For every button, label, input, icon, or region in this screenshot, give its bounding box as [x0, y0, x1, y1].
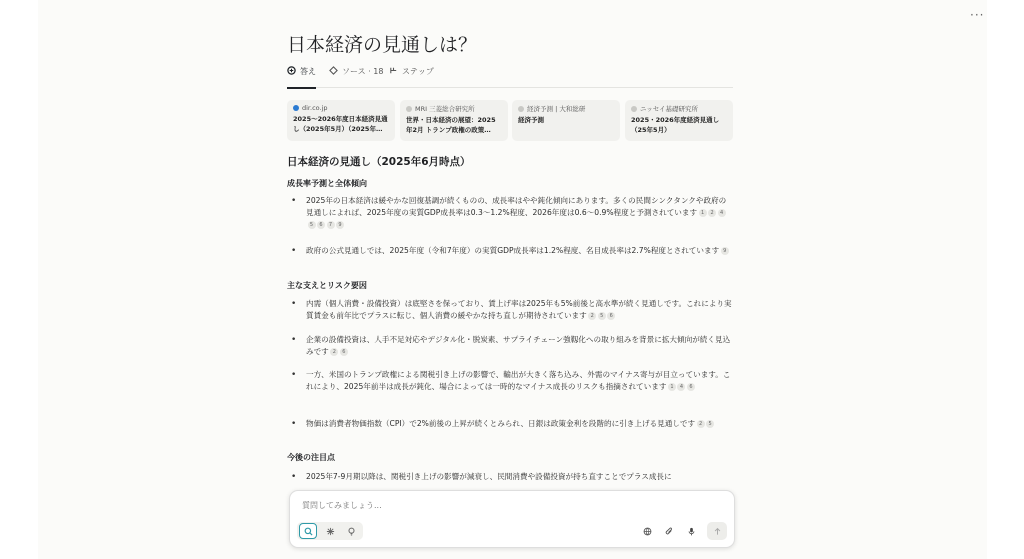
research-mode-button[interactable]	[321, 523, 339, 539]
source-site: dir.co.jp	[302, 104, 328, 112]
citation-chip[interactable]: 7	[327, 221, 335, 229]
citation-chip[interactable]: 5	[308, 221, 316, 229]
site-favicon-icon	[518, 106, 524, 112]
list-item: • 一方、米国のトランプ政権による関税引き上げの影響で、輸出が大きく落ち込み、外需のマイナス寄与が目立っています。これにより、2025年前半は成長が鈍化、場合によっては一時的なマイナス成長のリスクも指摘されています 1 4 6	[287, 369, 733, 393]
source-site: ニッセイ基礎研究所	[640, 105, 699, 113]
mode-selector	[297, 522, 363, 540]
steps-icon	[389, 66, 398, 75]
research-icon	[326, 527, 335, 536]
list-item: • 2025年7-9月期以降は、関税引き上げの影響が減衰し、民間消費や設備投資が持ち直すことでプラス成長に	[287, 471, 733, 483]
tab-sources[interactable]	[329, 66, 383, 88]
citation-chip[interactable]: 4	[677, 383, 685, 391]
site-favicon-icon	[406, 106, 412, 112]
source-cards	[287, 100, 733, 141]
more-options-button[interactable]: ···	[970, 8, 985, 22]
source-card[interactable]	[400, 100, 508, 141]
citation-chip[interactable]: 5	[706, 420, 714, 428]
labs-mode-button[interactable]	[342, 523, 360, 539]
list-item: • 企業の設備投資は、人手不足対応やデジタル化・脱炭素、サプライチェーン強靱化への取り組みを背景に拡大傾向が続く見込みです 2 6	[287, 334, 733, 358]
source-title: 経済予測	[518, 116, 544, 124]
citation-chip[interactable]: 2	[708, 209, 716, 217]
citation-chip[interactable]: 6	[317, 221, 325, 229]
source-site: 経済予測 | 大和総研	[527, 105, 586, 113]
source-title: 世界・日本経済の展望：2025年2月 トランプ政権の政策…	[406, 116, 496, 134]
citation-chip[interactable]: 2	[588, 312, 596, 320]
citation-chip[interactable]: 2	[697, 420, 705, 428]
citation-chip[interactable]: 6	[687, 383, 695, 391]
section-heading: 主な支えとリスク要因	[287, 281, 367, 290]
search-mode-button[interactable]	[299, 523, 317, 539]
attach-button[interactable]	[661, 523, 677, 539]
source-card[interactable]	[625, 100, 733, 141]
answer-heading: 日本経済の見通し（2025年6月時点）	[287, 156, 471, 168]
answer-icon	[287, 66, 296, 75]
citation-chip[interactable]: 5	[598, 312, 606, 320]
citation-chip[interactable]: 6	[340, 348, 348, 356]
tab-bar	[287, 66, 733, 88]
citation-chip[interactable]: 9	[721, 247, 729, 255]
tab-steps[interactable]	[389, 66, 434, 88]
sources-icon	[329, 66, 338, 75]
citation-chip[interactable]: 2	[330, 348, 338, 356]
tab-sources-label: ソース · 18	[342, 67, 384, 76]
source-site: MRI 三菱総合研究所	[415, 105, 475, 113]
tab-answer-label: 答え	[300, 67, 316, 76]
list-item: • 2025年の日本経済は緩やかな回復基調が続くものの、成長率はやや鈍化傾向にあります。多くの民間シンクタンクや政府の見通しによれば、2025年度の実質GDP成長率は0.3〜1.2%程度、2026年度は0.6〜0.9%程度と予測されています 1 2 45 6 7 9	[287, 195, 733, 232]
citation-chip[interactable]: 9	[336, 221, 344, 229]
search-icon	[304, 527, 313, 536]
lightbulb-icon	[347, 527, 356, 536]
paperclip-icon	[665, 527, 674, 536]
globe-icon	[643, 527, 652, 536]
citation-chip[interactable]: 4	[718, 209, 726, 217]
list-item: • 内需（個人消費・設備投資）は底堅さを保っており、賃上げ率は2025年も5%前後と高水準が続く見通しです。これにより実質賃金も前年比でプラスに転じ、個人消費の緩やかな持ち直しが期待されています 2 5 6	[287, 298, 733, 322]
citation-chip[interactable]: 1	[668, 383, 676, 391]
source-card[interactable]	[512, 100, 620, 141]
list-item: • 物価は消費者物価指数（CPI）で2%前後の上昇が続くとみられ、日銀は政策金利を段階的に引き上げる見通しです 2 5	[287, 418, 733, 430]
tab-steps-label: ステップ	[402, 67, 434, 76]
source-title: 2025〜2026年度日本経済見通し（2025年5月）（2025年…	[293, 115, 388, 133]
voice-button[interactable]	[683, 523, 699, 539]
arrow-up-icon	[713, 527, 722, 536]
microphone-icon	[687, 527, 696, 536]
site-favicon-icon	[293, 105, 299, 111]
globe-button[interactable]	[639, 523, 655, 539]
citation-chip[interactable]: 1	[699, 209, 707, 217]
query-input-box	[289, 490, 735, 548]
source-card[interactable]	[287, 100, 395, 141]
tab-answer[interactable]	[287, 66, 316, 89]
site-favicon-icon	[631, 106, 637, 112]
section-heading: 成長率予測と全体傾向	[287, 179, 367, 188]
submit-button[interactable]	[707, 522, 727, 540]
query-input[interactable]: 質問してみましょう...	[302, 501, 382, 510]
source-title: 2025・2026年度経済見通し（25年5月）	[631, 116, 720, 134]
list-item: • 政府の公式見通しでは、2025年度（令和7年度）の実質GDP成長率は1.2%程度、名目成長率は2.7%程度とされています 9	[287, 245, 733, 257]
page-title: 日本経済の見通しは？	[287, 34, 478, 56]
section-heading: 今後の注目点	[287, 453, 335, 462]
citation-chip[interactable]: 6	[607, 312, 615, 320]
